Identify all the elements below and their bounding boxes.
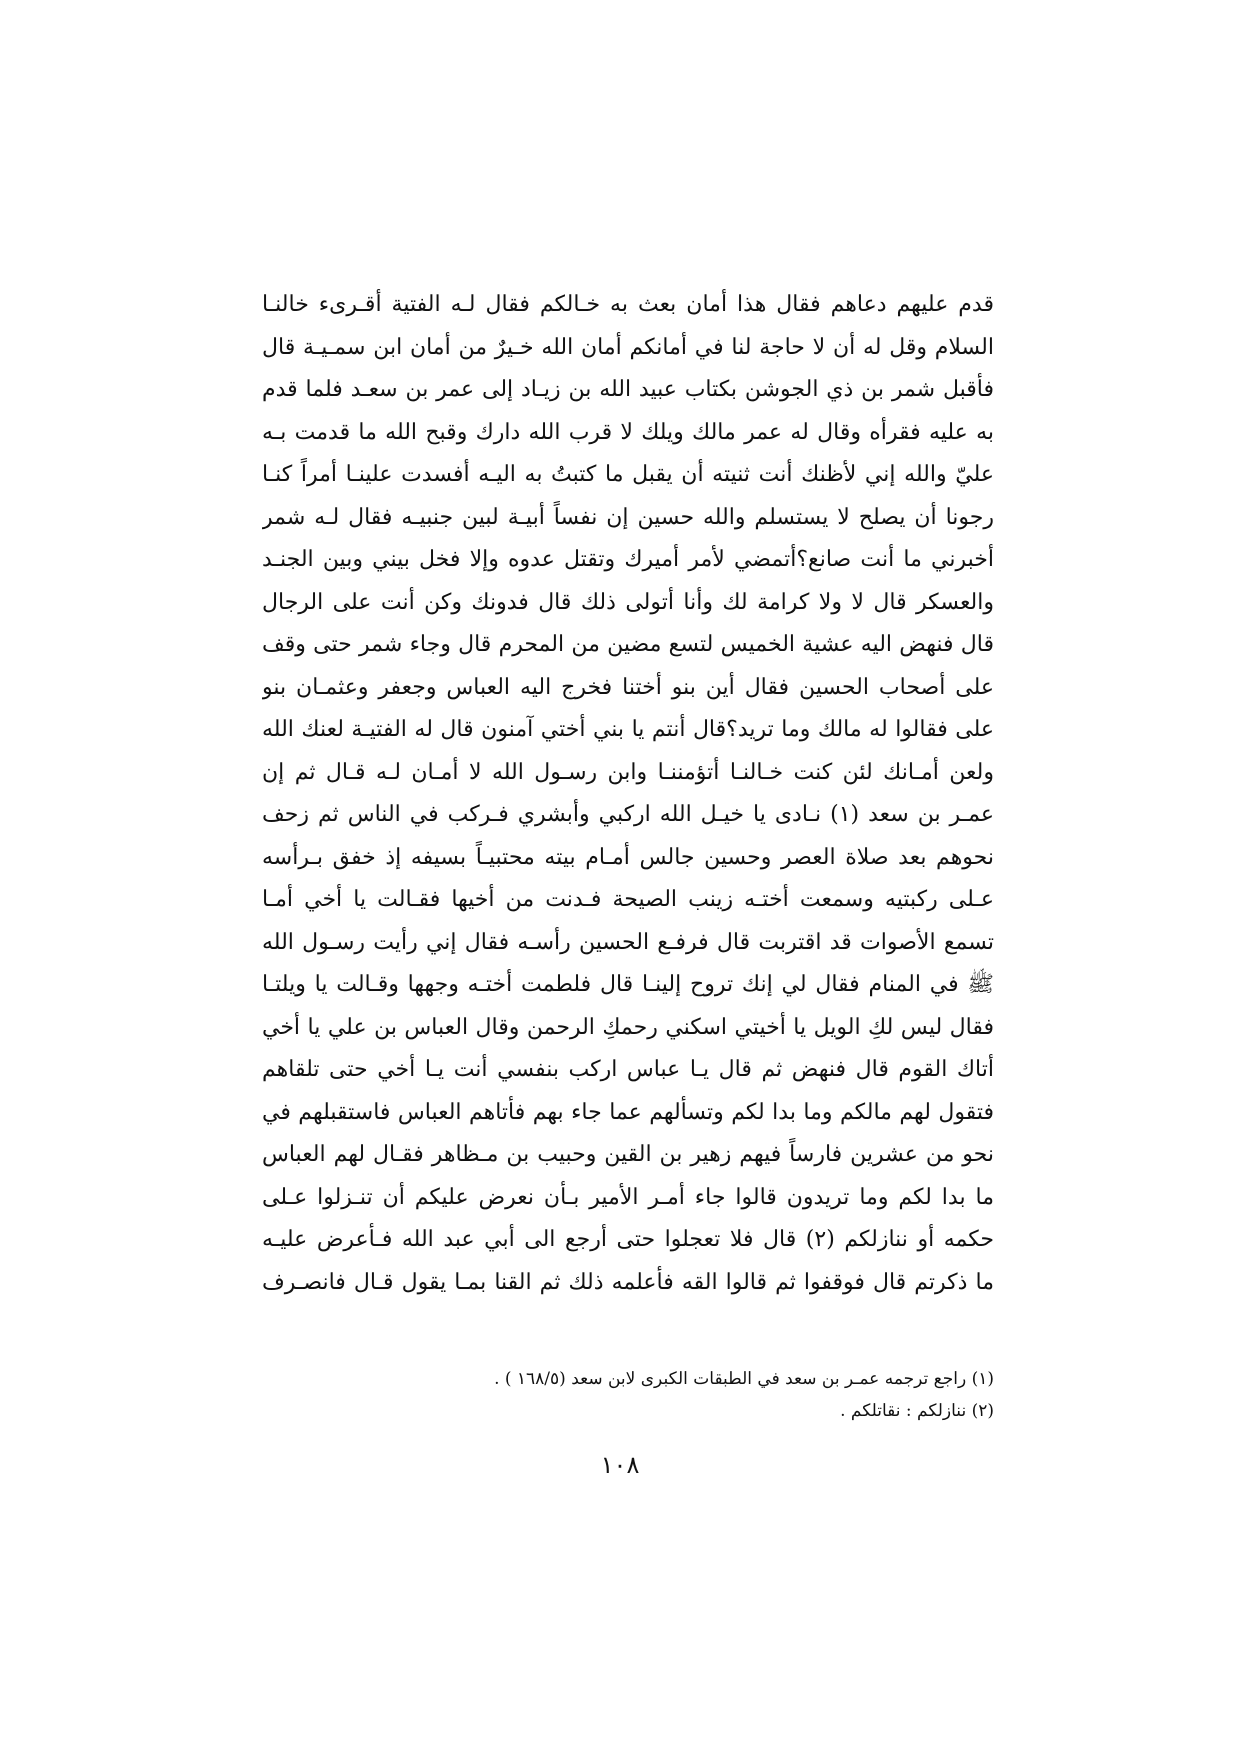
text-line: فقال ليس لكِ الويل يا أخيتي اسكني رحمكِ الرحمن وقال العباس بن علي يا أخي <box>262 1014 994 1040</box>
text-line: تسمع الأصوات قد اقتربت قال فرفـع الحسين رأسـه فقال إني رأيت رسـول الله <box>262 929 994 955</box>
footnotes <box>262 1363 994 1427</box>
text-line: عـلى ركبتيه وسمعت أختـه زينب الصيحة فـدنت من أخيها فقـالت يا أخي أمـا <box>262 887 994 912</box>
text-line: ما بدا لكم وما تريدون قالوا جاء أمـر الأمير بـأن نعرض عليكم أن تنـزلوا عـلى <box>262 1184 994 1210</box>
text-line: ﷺ في المنام فقال لي إنك تروح إلينـا قال فلطمت أختـه وجهها وقـالت يا ويلتـا <box>262 972 994 997</box>
text-line: حكمه أو ننازلكم (٢) قال فلا تعجلوا حتى أرجع الى أبي عبد الله فـأعرض عليـه <box>262 1227 994 1252</box>
text-line: نحوهم بعد صلاة العصر وحسين جالس أمـام بيته محتبيـاً بسيفه إذ خفق بـرأسه <box>262 844 994 870</box>
page-number: ١٠٨ <box>600 1451 640 1479</box>
footnote-1: (١) راجع ترجمه عمـر بن سعد في الطبقات الكبرى لابن سعد (١٦٨/٥ ) . <box>494 1369 994 1389</box>
footnote-2: (٢) ننازلكم : نقاتلكم . <box>840 1401 994 1421</box>
text-line: عمـر بن سعد (١) نـادى يا خيـل الله اركبي وأبشري فـركب في الناس ثم زحف <box>262 802 994 827</box>
text-line: السلام وقل له أن لا حاجة لنا في أمانكم أمان الله خـيرٌ من أمان ابن سمـيـة قال <box>262 334 994 360</box>
text-line: على أصحاب الحسين فقال أين بنو أختنا فخرج اليه العباس وجعفر وعثمـان بنو <box>262 674 994 700</box>
text-line: به عليه فقرأه وقال له عمر مالك ويلك لا قرب الله دارك وقبح الله ما قدمت بـه <box>262 419 994 445</box>
text-line: على فقالوا له مالك وما تريد؟قال أنتم يا بني أختي آمنون قال له الفتيـة لعنك الله <box>262 717 994 742</box>
text-line: ولعن أمـانك لئن كنت خـالنـا أتؤمننـا وابن رسـول الله لا أمـان لـه قـال ثم إن <box>262 759 994 785</box>
text-line: رجونا أن يصلح لا يستسلم والله حسين إن نفساً أبيـة لبين جنبيـه فقال لـه شمر <box>262 504 994 530</box>
text-line: والعسكر قال لا ولا كرامة لك وأنا أتولى ذلك قال فدونك وكن أنت على الرجال <box>262 589 994 615</box>
text-line: فتقول لهم مالكم وما بدا لكم وتسألهم عما جاء بهم فأتاهم العباس فاستقبلهم في <box>262 1099 994 1125</box>
text-line: أتاك القوم قال فنهض ثم قال يـا عباس اركب بنفسي أنت يـا أخي حتى تلقاهم <box>262 1057 994 1082</box>
text-line: فأقبل شمر بن ذي الجوشن بكتاب عبيد الله بن زيـاد إلى عمر بن سعـد فلما قدم <box>262 377 994 402</box>
text-line: قال فنهض اليه عشية الخميس لتسع مضين من المحرم قال وجاء شمر حتى وقف <box>262 632 994 657</box>
text-line: ما ذكرتم قال فوقفوا ثم قالوا القه فأعلمه ذلك ثم القنا بمـا يقول قـال فانصـرف <box>262 1269 994 1295</box>
main-text-block <box>262 284 994 1304</box>
text-line: قدم عليهم دعاهم فقال هذا أمان بعث به خـالكم فقال لـه الفتية أقـرىء خالنـا <box>262 292 994 317</box>
text-line: عليّ والله إني لأظنك أنت ثنيته أن يقبل ما كتبتُ به اليـه أفسدت علينـا أمراً كنـا <box>262 462 994 487</box>
text-line: نحو من عشرين فارساً فيهم زهير بن القين وحبيب بن مـظاهر فقـال لهم العباس <box>262 1142 994 1167</box>
text-line: أخبرني ما أنت صانع؟أتمضي لأمر أميرك وتقتل عدوه وإلا فخل بيني وبين الجنـد <box>262 547 994 572</box>
